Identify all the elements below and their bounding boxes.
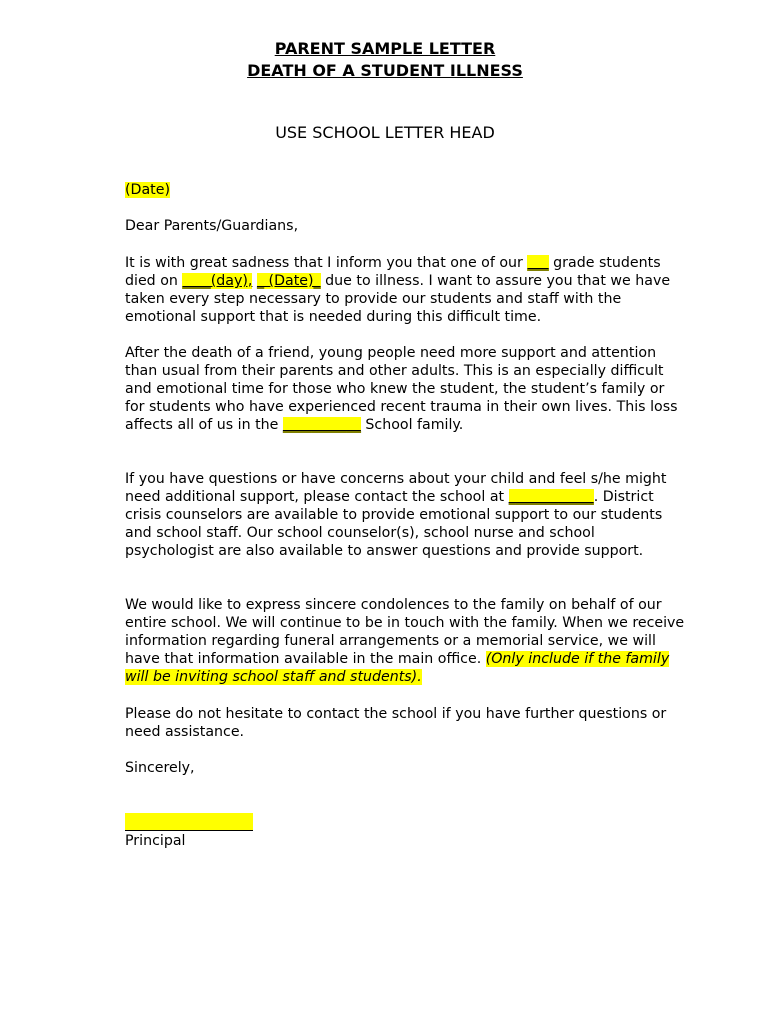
- paragraph-text: It is with great sadness that I inform you that one of our: [125, 255, 528, 271]
- paragraph-text: If you have questions or have concerns about your child and feel s/he might need additional support, please contact the school at: [125, 471, 667, 506]
- paragraph-text: . District crisis counselors are available to provide emotional support to our students and school staff. Our school counselor(s), school nurse and school psychologist are also available to answer questions and provide support.: [125, 489, 663, 560]
- paragraph-text: After the death of a friend, young people need more support and attention than usual from their parents and other adults. This is an especially difficult and emotional time for those who knew the student, the student’s family or for students who have experienced recent trauma in their own lives. This loss affects all of us in the: [125, 345, 678, 434]
- paragraph-announcement: [125, 254, 685, 326]
- letter-title: PARENT SAMPLE LETTER: [274, 39, 496, 58]
- letterhead-note: USE SCHOOL LETTER HEAD: [275, 123, 495, 142]
- school-name-blank: ___________: [282, 417, 361, 434]
- greeting: Dear Parents/Guardians,: [125, 218, 299, 234]
- paragraph-text: School family.: [360, 417, 464, 434]
- day-blank: ____(day),: [182, 273, 253, 290]
- optional-note: (Only include if the family will be inviting school staff and students).: [125, 651, 670, 686]
- paragraph-text: due to illness. I want to assure you that we have taken every step necessary to provide our students and staff with the emotional support that is needed during this difficult time.: [125, 273, 671, 326]
- signature-line: [125, 813, 253, 831]
- paragraph-condolences: [125, 596, 685, 686]
- phone-blank: ____________: [508, 489, 594, 506]
- date-placeholder: (Date): [125, 182, 170, 198]
- paragraph-text: We would like to express sincere condolences to the family on behalf of our entire school. We will continue to be in touch with the family. When we receive information regarding funeral arrangements or a memorial service, we will have that information available in the main office.: [125, 597, 685, 668]
- grade-blank: ___: [527, 255, 549, 271]
- closing: Sincerely,: [125, 760, 195, 776]
- signature-title: Principal: [125, 833, 186, 849]
- paragraph-text: grade students died on: [125, 255, 661, 290]
- date-blank: _ (Date)_: [256, 273, 321, 290]
- paragraph-contact: [125, 470, 685, 560]
- date-line: [125, 181, 685, 199]
- letter-subtitle: DEATH OF A STUDENT ILLNESS: [247, 61, 523, 80]
- paragraph-support: [125, 344, 685, 434]
- paragraph-closing: Please do not hesitate to contact the school if you have further questions or need assistance.: [125, 706, 667, 741]
